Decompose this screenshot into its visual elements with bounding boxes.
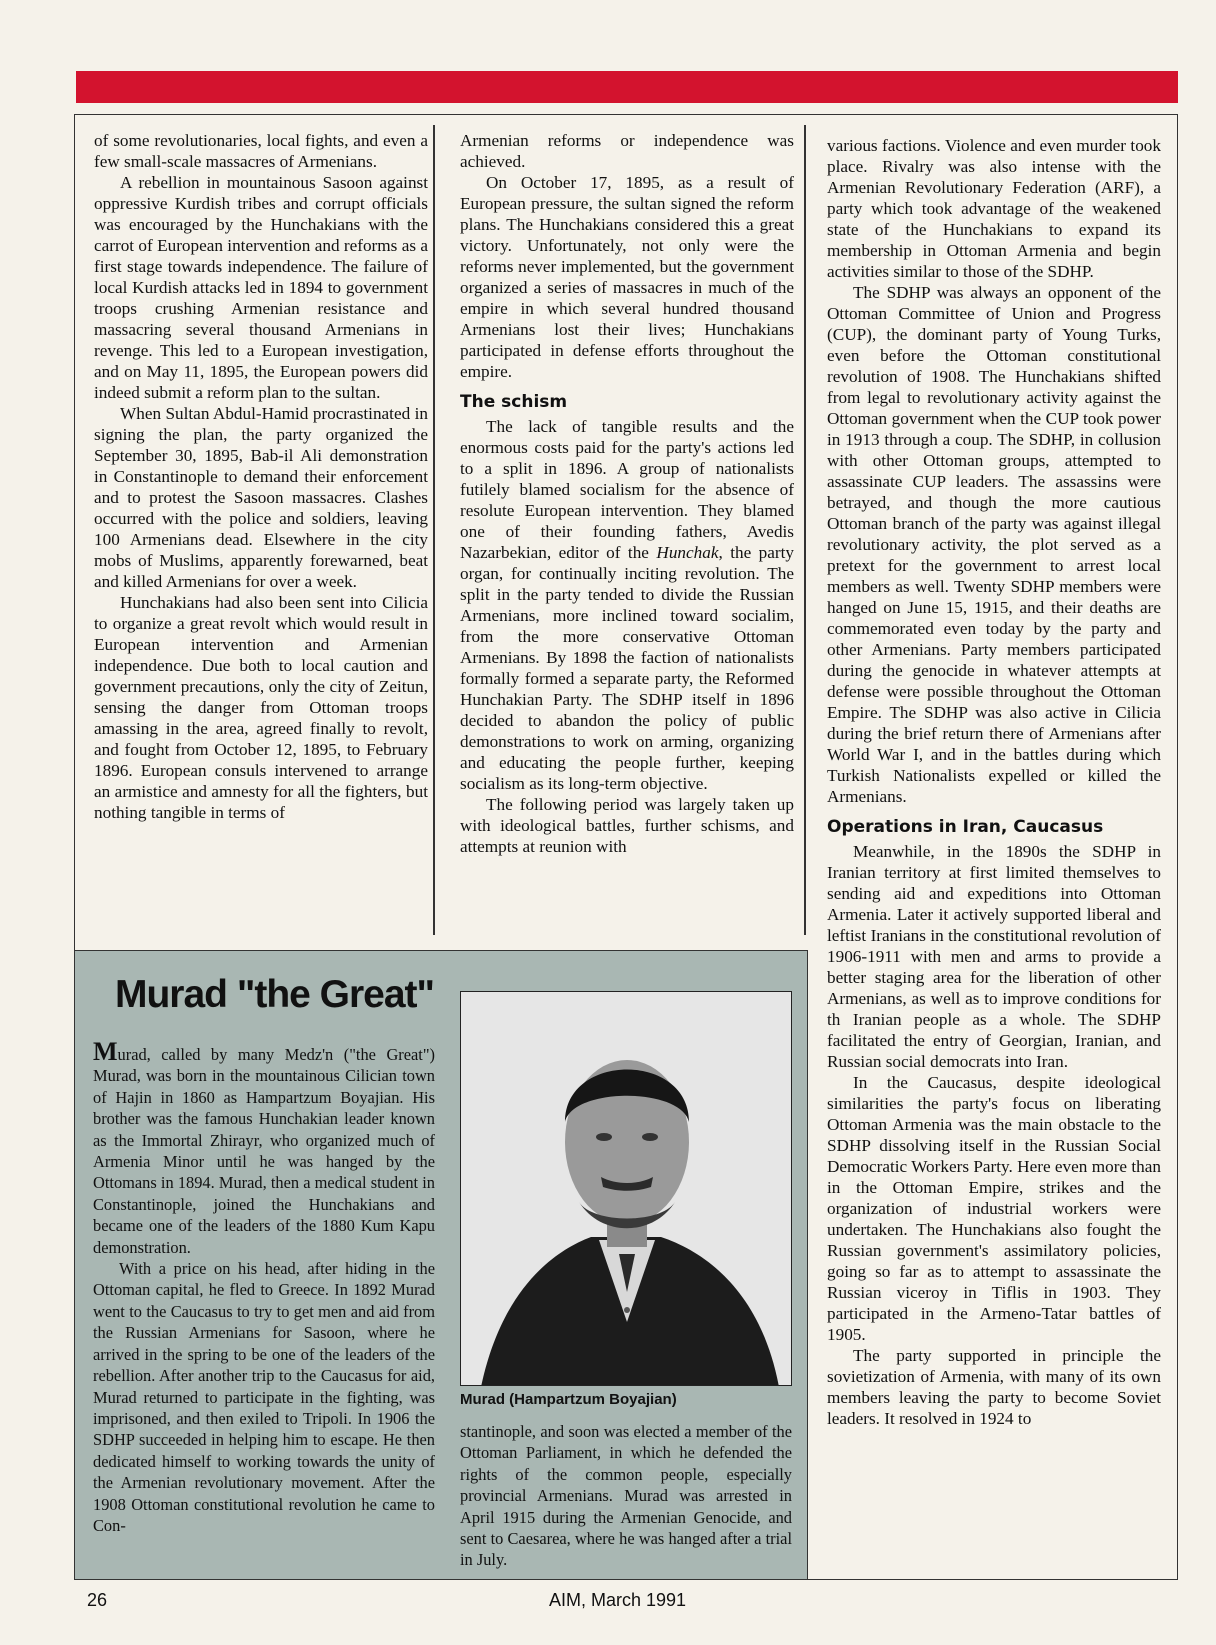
paragraph: The SDHP was always an opponent of the Ottoman Committee of Union and Progress (CUP), the dominant party of Young Turks, even before the Ottoman constitutional revolution of 1908. The Hunchakians shifted from legal to revolutionary activity against the Ottoman government when the CUP took power in 1913 through a coup. The SDHP, in collusion with other Ottoman groups, attempted to assassinate CUP leaders. The assassins were betrayed, and though the more cautious Ottoman branch of the party was against illegal revolutionary activity, the plot served as a pretext for the government to arrest local members as well. Twenty SDHP members were hanged on June 15, 1915, and their deaths are commemorated even today by the party and other Armenians. Party members participated during the genocide in whatever attempts at defense were possible throughout the Ottoman Empire. The SDHP was also active in Cilicia during the brief return there of Armenians after World War I, and in the battles during which Turkish Nationalists expelled or killed the Armenians. — [827, 283, 1161, 806]
paragraph: In the Caucasus, despite ideological similarities the party's focus on liberating Ottoman Armenia was the main obstacle to the SDHP dissolving itself in the Russian Social Democratic Workers Party. Here even more than in the Ottoman Empire, strikes and the organization of industrial workers were undertaken. The Hunchakians also fought the Russian government's assimilatory policies, going so far as to attempt to assassinate the Russian viceroy in Tiflis in 1903. They participated in the Armeno-Tatar battles of 1905. — [827, 1073, 1161, 1344]
paragraph: The party supported in principle the sovietization of Armenia, with many of its own members leaving the party to become Soviet leaders. It resolved in 1924 to — [827, 1346, 1161, 1428]
paragraph: On October 17, 1895, as a result of European pressure, the sultan signed the reform plans. The Hunchakians considered this a great victory. Unfortunately, not only were the reforms never implemented, but the government organized a series of massacres in much of the empire in which several hundred thousand Armenians lost their lives; Hunchakians participated in defense efforts throughout the empire. — [460, 173, 794, 381]
footer-publication: AIM, March 1991 — [549, 1590, 687, 1610]
sidebar-column-left — [93, 1037, 435, 1536]
article-column-3 — [827, 135, 1161, 1429]
sidebar-title: Murad "the Great" — [115, 973, 435, 1016]
portrait-photo — [460, 991, 792, 1386]
column-rule-1 — [433, 125, 435, 935]
section-heading: Operations in Iran, Caucasus — [827, 817, 1104, 837]
italic-title: Hunchak — [656, 543, 719, 562]
paragraph: Murad, called by many Medz'n ("the Great") Murad, was born in the mountainous Cilician town of Hajin in 1860 as Hampartzum Boyajian. His brother was the famous Hunchakian leader known as the Immortal Zhirayr, who organized much of Armenia Minor until he was hanged by the Ottomans in 1894. Murad, then a medical student in Constantinople, joined the Hunchakians and became one of the leaders of the 1880 Kum Kapu demonstration. — [93, 1037, 435, 1257]
paragraph: With a price on his head, after hiding in the Ottoman capital, he fled to Greece. In 1892 Murad went to the Caucasus to try to get men and aid from the Russian Armenians for Sasoon, where he arrived in the spring to be one of the leaders of the rebellion. After another trip to the Caucasus for aid, Murad returned to participate in the fighting, was imprisoned, and then exiled to Tripoli. In 1906 the SDHP succeeded in helping him to escape. He then dedicated himself to working towards the unity of the Armenian revolutionary movement. After the 1908 Ottoman constitutional revolution he came to Con- — [93, 1259, 435, 1535]
article-column-1 — [94, 130, 428, 823]
paragraph: The following period was largely taken up with ideological battles, further schisms, and attempts at reunion with — [460, 795, 794, 856]
sidebar-column-right — [460, 1421, 792, 1571]
section-heading: The schism — [460, 392, 568, 412]
photo-caption: Murad (Hampartzum Boyajian) — [460, 1391, 677, 1408]
paragraph: Meanwhile, in the 1890s the SDHP in Iranian territory at first limited themselves to sending aid and expeditions into Ottoman Armenia. Later it actively supported liberal and leftist Iranians in the constitutional revolution of 1906-1911 with men and arms to provide a better staging area for the liberation of other Armenians, as well as to improve conditions for th Iranian people as a whole. The SDHP facilitated the entry of Georgian, Iranian, and Russian social democrats into Iran. — [827, 842, 1161, 1071]
paragraph: A rebellion in mountainous Sasoon against oppressive Kurdish tribes and corrupt officials was encouraged by the Hunchakians with the carrot of European intervention and reforms as a first stage towards independence. The failure of local Kurdish attacks led in 1894 to government troops crushing Armenian resistance and massacring several thousand Armenians in revenge. This led to a European investigation, and on May 11, 1895, the European powers did indeed submit a reform plan to the sultan. — [94, 173, 428, 402]
paragraph: of some revolutionaries, local fights, and even a few small-scale massacres of Armenians. — [94, 131, 428, 171]
sidebar-box — [74, 950, 808, 1580]
paragraph: The lack of tangible results and the enormous costs paid for the party's actions led to a split in 1896. A group of nationalists futilely blamed socialism for the absence of resolute European intervention. They blamed one of their founding fathers, Avedis Nazarbekian, editor of the Hunchak, the party organ, for continually inciting revolution. The split in the party tended to divide the Russian Armenians, more inclined toward socialim, from the more conservative Ottoman Armenians. By 1898 the faction of nationalists formally formed a separate party, the Reformed Hunchakian Party. The SDHP itself in 1896 decided to abandon the policy of public demonstrations to work on arming, organizing and educating the people further, keeping socialism as its long-term objective. — [460, 417, 794, 793]
page-number: 26 — [87, 1590, 108, 1610]
article-column-2 — [460, 130, 794, 857]
drop-cap: M — [93, 1037, 118, 1066]
paragraph: stantinople, and soon was elected a member of the Ottoman Parliament, in which he defended the rights of the common people, especially provincial Armenians. Murad was arrested in April 1915 during the Armenian Genocide, and sent to Caesarea, where he was hanged after a trial in July. — [460, 1422, 792, 1570]
portrait-illustration — [461, 992, 792, 1386]
header-red-bar — [76, 71, 1178, 103]
paragraph: Armenian reforms or independence was achieved. — [460, 131, 794, 171]
paragraph: various factions. Violence and even murder took place. Rivalry was also intense with the Armenian Revolutionary Federation (ARF), a party which took advantage of the weakened state of the Hunchakians to expand its membership in Ottoman Armenia and begin activities similar to those of the SDHP. — [827, 136, 1161, 281]
paragraph: Hunchakians had also been sent into Cilicia to organize a great revolt which would result in European intervention and Armenian independence. Due both to local caution and government precautions, only the city of Zeitun, sensing the danger from Ottoman troops amassing in the area, agreed finally to revolt, and fought from October 12, 1895, to February 1896. European consuls intervened to arrange an armistice and amnesty for all the fighters, but nothing tangible in terms of — [94, 593, 428, 822]
paragraph: When Sultan Abdul-Hamid procrastinated in signing the plan, the party organized the September 30, 1895, Bab-il Ali demonstration in Constantinople to demand their enforcement and to protest the Sasoon massacres. Clashes occurred with the police and soldiers, leaving 100 Armenians dead. Elsewhere in the city mobs of Muslims, apparently forewarned, beat and killed Armenians for over a week. — [94, 404, 428, 591]
column-rule-2 — [804, 125, 806, 935]
